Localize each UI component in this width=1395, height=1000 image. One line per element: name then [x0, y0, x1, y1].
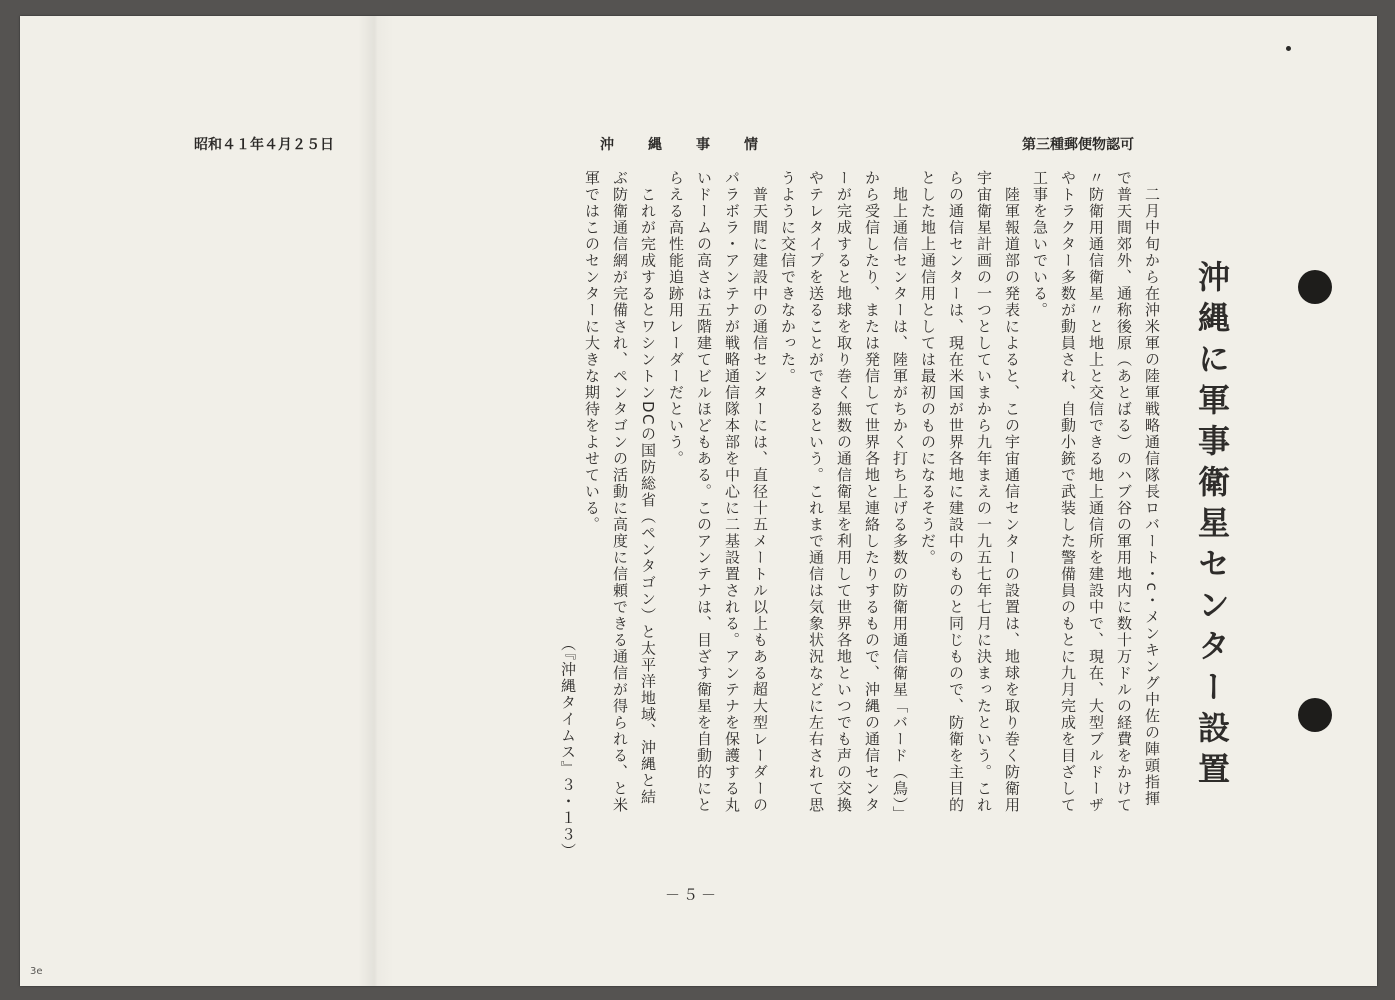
article-line: 地上通信センターは、陸軍がちかく打ち上げる多数の防衛用通信衛星「バード（鳥）」 — [891, 170, 909, 823]
article-line: 軍ではこのセンターに大きな期待をよせている。 — [583, 170, 601, 533]
punch-hole-bottom — [1298, 698, 1332, 732]
paper-speck — [1286, 46, 1291, 51]
article-line: 工事を急いでいる。 — [1031, 170, 1049, 319]
corner-mark: 3e — [30, 966, 43, 977]
article-line: ぶ防衛通信網が完備され、ペンタゴンの活動に高度に信頼できる通信が得られる、と米 — [611, 170, 629, 814]
article-line: いドームの高さは五階建てビルほどもある。このアンテナは、目ざす衛星を自動的にと — [695, 170, 713, 814]
header-date: 昭和４１年４月２５日 — [194, 137, 334, 153]
article-line: 宇宙衛星計画の一つとしていまから九年まえの一九五七年七月に決まったという。これ — [975, 170, 993, 814]
article-line: これが完成するとワシントンDCの国防総省（ペンタゴン）と太平洋地域、沖縄と結 — [639, 170, 657, 806]
article-line: 二月中旬から在沖米軍の陸軍戦略通信隊長ロバート・c・メンキング中佐の陣頭指揮 — [1143, 170, 1161, 807]
article-line: やトラクター多数が動員され、自動小銃で武装した警備員のもとに九月完成を目ざして — [1059, 170, 1077, 814]
header-publication: 沖 縄 事 情 — [600, 137, 760, 153]
article-line: うように交信できなかった。 — [779, 170, 797, 385]
punch-hole-top — [1298, 270, 1332, 304]
article-line: 〃防衛用通信衛星〃と地上と交信できる地上通信所を建設中で、現在、大型ブルドーザ — [1087, 170, 1105, 814]
document-sheet — [20, 16, 1377, 986]
article-line: らえる高性能追跡用レーダーだという。 — [667, 170, 685, 467]
article-source: （『沖縄タイムス』３・１３） — [559, 636, 577, 860]
article-line: とした地上通信用としては最初のものになるそうだ。 — [919, 170, 937, 566]
page-fold — [358, 16, 394, 986]
header-postal-notice: 第三種郵便物認可 — [1022, 137, 1134, 153]
article-title: 沖縄に軍事衛星センター設置 — [1193, 260, 1231, 793]
page-number: －５－ — [665, 886, 720, 904]
article-line: から受信したり、または発信して世界各地と連絡したりするもので、沖縄の通信センタ — [863, 170, 881, 814]
article-line: で普天間郊外、通称後原（あとばる）のハブ谷の軍用地内に数十万ドルの経費をかけて — [1115, 170, 1133, 814]
article-line: 陸軍報道部の発表によると、この宇宙通信センターの設置は、地球を取り巻く防衛用 — [1003, 170, 1021, 814]
article-line: パラボラ・アンテナが戦略通信隊本部を中心に二基設置される。アンテナを保護する丸 — [723, 170, 741, 814]
article-line: らの通信センターは、現在米国が世界各地に建設中のものと同じもので、防衛を主目的 — [947, 170, 965, 814]
article-line: ーが完成すると地球を取り巻く無数の通信衛星を利用して世界各地といつでも声の交換 — [835, 170, 853, 814]
article-line: 普天間に建設中の通信センターには、直径十五メートル以上もある超大型レーダーの — [751, 170, 769, 814]
article-line: やテレタイプを送ることができるという。これまで通信は気象状況などに左右されて思 — [807, 170, 825, 814]
